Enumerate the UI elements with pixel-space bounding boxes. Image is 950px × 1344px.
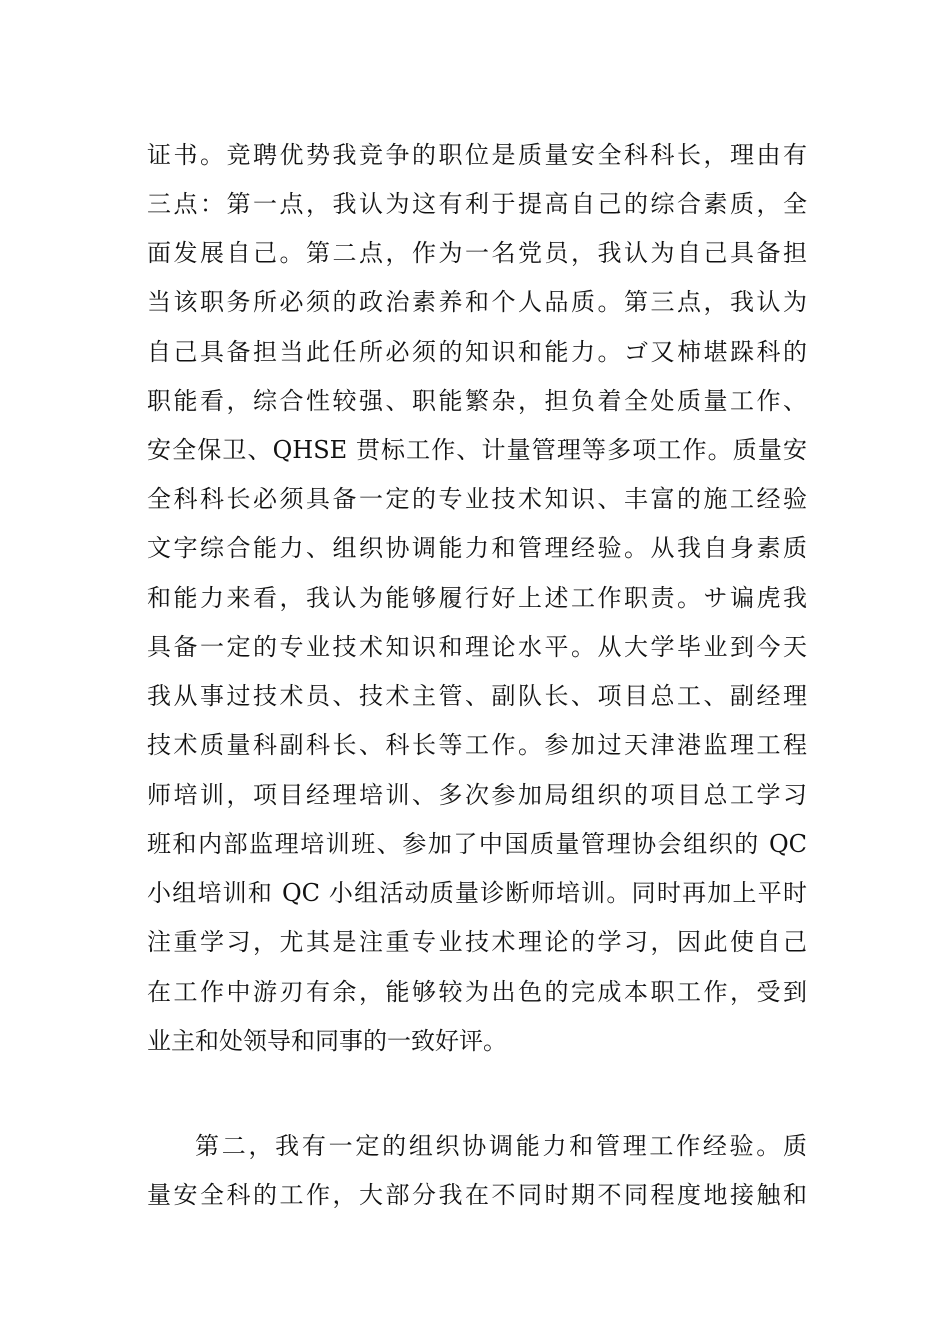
- paragraph-1-line-13: 技术质量科副科长、科长等工作。参加过天津港监理工程: [147, 731, 807, 759]
- paragraph-1-line-4: 当该职务所必须的政治素养和个人品质。第三点，我认为: [147, 288, 807, 316]
- paragraph-1-line-11: 具备一定的专业技术知识和理论水平。从大学毕业到今天: [147, 633, 807, 661]
- paragraph-1-line-12: 我从事过技术员、技术主管、副队长、项目总工、副经理: [147, 682, 807, 710]
- paragraph-1-line-18: 在工作中游刃有余，能够较为出色的完成本职工作，受到: [147, 978, 807, 1006]
- paragraph-1-line-6: 职能看，综合性较强、职能繁杂，担负着全处质量工作、: [147, 387, 807, 415]
- paragraph-1-line-3: 面发展自己。第二点，作为一名党员，我认为自己具备担: [147, 239, 807, 267]
- paragraph-1-line-10: 和能力来看，我认为能够履行好上述工作职责。サ谝虎我: [147, 584, 807, 612]
- paragraph-1-line-15: 班和内部监理培训班、参加了中国质量管理协会组织的 QC: [147, 830, 807, 858]
- paragraph-1-line-19: 业主和处领导和同事的一致好评。: [147, 1027, 507, 1055]
- paragraph-2-line-1: 第二，我有一定的组织协调能力和管理工作经验。质: [195, 1132, 807, 1160]
- paragraph-1-line-7: 安全保卫、QHSE 贯标工作、计量管理等多项工作。质量安: [147, 436, 807, 464]
- paragraph-1-line-2: 三点：第一点，我认为这有利于提高自己的综合素质，全: [147, 190, 807, 218]
- paragraph-2-line-2: 量安全科的工作，大部分我在不同时期不同程度地接触和: [147, 1181, 807, 1209]
- paragraph-1-line-17: 注重学习，尤其是注重专业技术理论的学习，因此使自己: [147, 928, 807, 956]
- paragraph-1-line-5: 自己具备担当此任所必须的知识和能力。ゴ又柿堪跺科的: [147, 338, 807, 366]
- paragraph-1-line-1: 证书。竞聘优势我竞争的职位是质量安全科科长，理由有: [147, 141, 807, 169]
- paragraph-1-line-16: 小组培训和 QC 小组活动质量诊断师培训。同时再加上平时: [147, 879, 807, 907]
- paragraph-1-line-14: 师培训，项目经理培训、多次参加局组织的项目总工学习: [147, 781, 807, 809]
- paragraph-1-line-8: 全科科长必须具备一定的专业技术知识、丰富的施工经验: [147, 485, 807, 513]
- paragraph-1-line-9: 文字综合能力、组织协调能力和管理经验。从我自身素质: [147, 534, 807, 562]
